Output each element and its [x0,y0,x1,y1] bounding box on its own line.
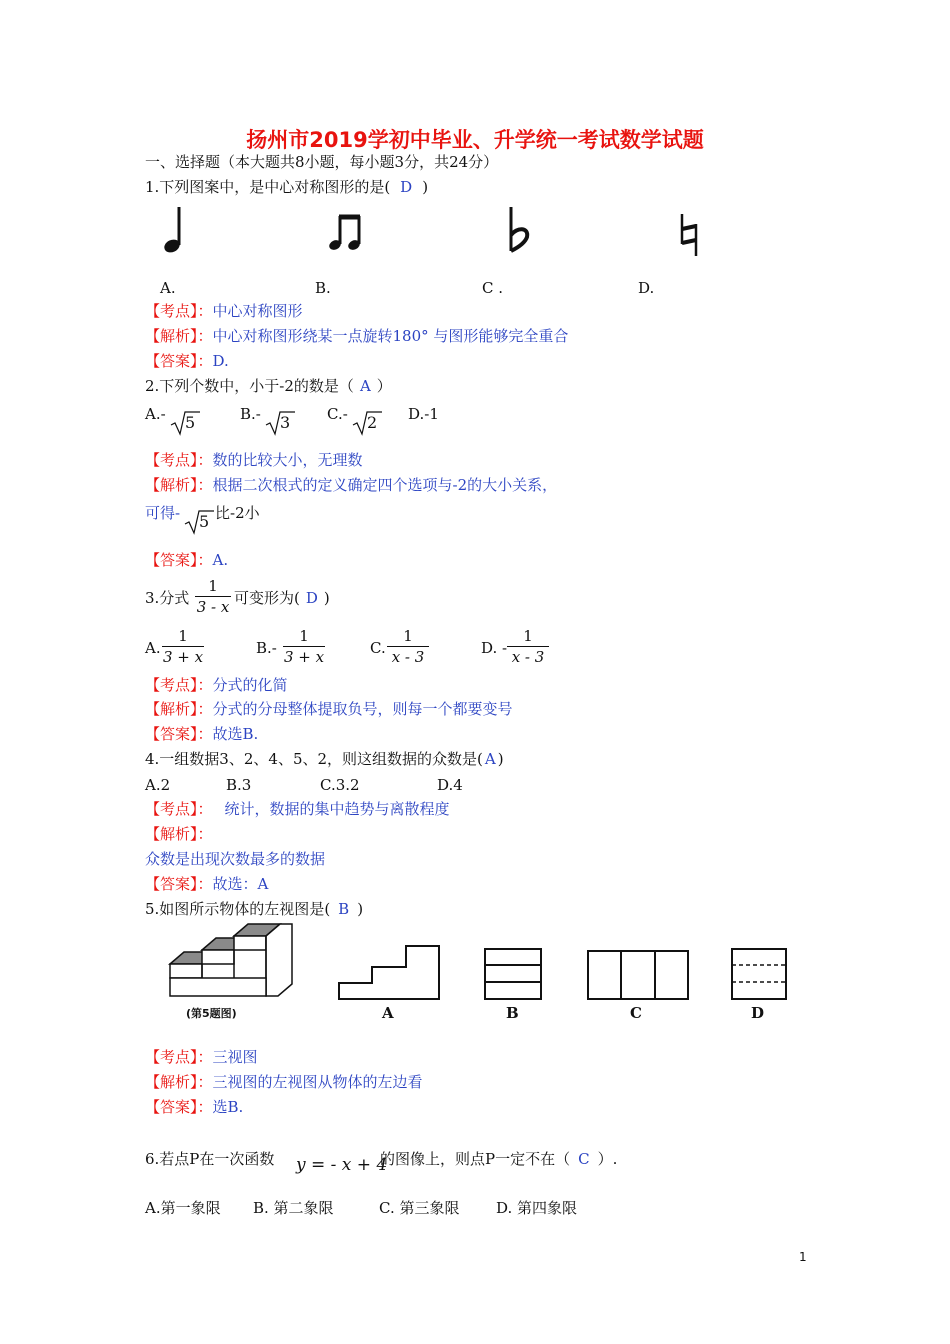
q5-option-c-figure [587,950,689,1000]
natural-sign-icon [675,212,705,258]
q6-option-b: B. 第二象限 [253,1199,334,1217]
q3-stem-fraction: 1 3 - x [196,577,230,616]
q4-answer: A [484,750,496,768]
q4-jiexi: 【解析】： [145,825,213,843]
q1-daan: 【答案】：D. [145,352,229,370]
q5-answer: B [338,900,350,918]
q5-option-d-label: D [751,1004,765,1022]
q1-stem: 1.下列图案中，是中心对称图形的是( D ) [145,178,429,196]
q3-stem-suffix: 可变形为( D ) [234,589,330,607]
q6-option-c: C. 第三象限 [379,1199,460,1217]
q5-option-a-figure [338,944,440,1000]
q4-jiexi-line: 众数是出现次数最多的数据 [145,850,326,868]
q4-stem: 4.一组数据3、2、4、5、2，则这组数据的众数是( A ) [145,750,504,768]
q2-jiexi-line2-prefix: 可得- [145,504,181,522]
q5-daan: 【答案】：选B. [145,1098,244,1116]
page-number: 1 [799,1250,807,1264]
staircase-figure [160,922,300,1004]
q3-stem-prefix: 3.分式 [145,589,190,607]
q4-option-a: A.2 [145,776,171,794]
q5-stem: 5.如图所示物体的左视图是( B ) [145,900,364,918]
q4-option-d: D.4 [437,776,463,794]
q1-kaodian: 【考点】：中心对称图形 [145,302,303,320]
q2-answer: A [359,377,371,395]
q2-option-d: D.-1 [408,405,439,423]
q2-jiexi: 【解析】：根据二次根式的定义确定四个选项与-2的大小关系， [145,476,558,494]
flat-sign-icon [505,205,535,255]
q2-daan: 【答案】：A. [145,551,229,569]
q1-option-c: C . [482,279,504,297]
q2-option-c-radicand: 2 [367,413,378,432]
q3-jiexi: 【解析】：分式的分母整体提取负号，则每一个都要变号 [145,700,513,718]
q5-option-d-figure [731,948,787,1000]
q3-daan: 【答案】：故选B. [145,725,259,743]
q3-option-a-label: A. [145,639,161,657]
q1-option-d: D. [638,279,655,297]
q6-option-d: D. 第四象限 [496,1199,578,1217]
q5-option-a-label: A [382,1004,394,1022]
quarter-note-icon [160,205,190,255]
q3-option-b-label: B.- [256,639,277,657]
q5-figure-caption: (第5题图) [186,1007,237,1020]
q6-stem-prefix: 6.若点P在一次函数 [145,1150,275,1168]
q2-option-b-radicand: 3 [280,413,291,432]
q5-kaodian: 【考点】：三视图 [145,1048,258,1066]
q2-jiexi-line2-radicand: 5 [199,512,210,531]
q5-option-b-figure [484,948,542,1000]
q6-stem-suffix: 的图像上，则点P一定不在（ C ）. [380,1150,618,1168]
q2-option-a-label: A.- [145,405,166,423]
q2-stem: 2.下列个数中，小于-2的数是（ A ） [145,377,392,395]
q2-option-c-label: C.- [327,405,348,423]
q1-option-b: B. [315,279,331,297]
section-heading: 一、选择题（本大题共8小题，每小题3分，共24分） [145,153,499,171]
q2-jiexi-line2-suffix: 比-2小 [215,504,260,522]
q1-option-a: A. [160,279,176,297]
q6-formula: y = - x + 4 [296,1155,388,1175]
q1-answer: D [400,178,413,196]
q3-option-d-fraction: 1 x - 3 [507,627,549,666]
q3-option-b-fraction: 1 3 + x [283,627,325,666]
q2-option-b-label: B.- [240,405,261,423]
q3-option-a-fraction: 1 3 + x [162,627,204,666]
q4-daan: 【答案】：故选：A [145,875,269,893]
q5-option-b-label: B [506,1004,519,1022]
q3-answer: D [305,589,318,607]
page-title: 扬州市2019学初中毕业、升学统一考试数学试题 [246,128,704,152]
q6-option-a: A.第一象限 [145,1199,221,1217]
q5-option-c-label: C [630,1004,642,1022]
q6-answer: C [578,1150,590,1168]
q2-option-a-radicand: 5 [185,413,196,432]
q1-jiexi: 【解析】：中心对称图形绕某一点旋转180° 与图形能够完全重合 [145,327,569,345]
q5-jiexi: 【解析】：三视图的左视图从物体的左边看 [145,1073,423,1091]
q2-kaodian: 【考点】：数的比较大小，无理数 [145,451,363,469]
q3-option-c-label: C. [370,639,386,657]
q3-kaodian: 【考点】：分式的化简 [145,676,288,694]
q4-option-c: C.3.2 [320,776,360,794]
beamed-eighth-notes-icon [328,212,368,252]
q3-option-d-label: D. - [481,639,508,657]
q4-kaodian: 【考点】： 统计，数据的集中趋势与离散程度 [145,800,450,818]
q4-option-b: B.3 [226,776,252,794]
q3-option-c-fraction: 1 x - 3 [387,627,429,666]
